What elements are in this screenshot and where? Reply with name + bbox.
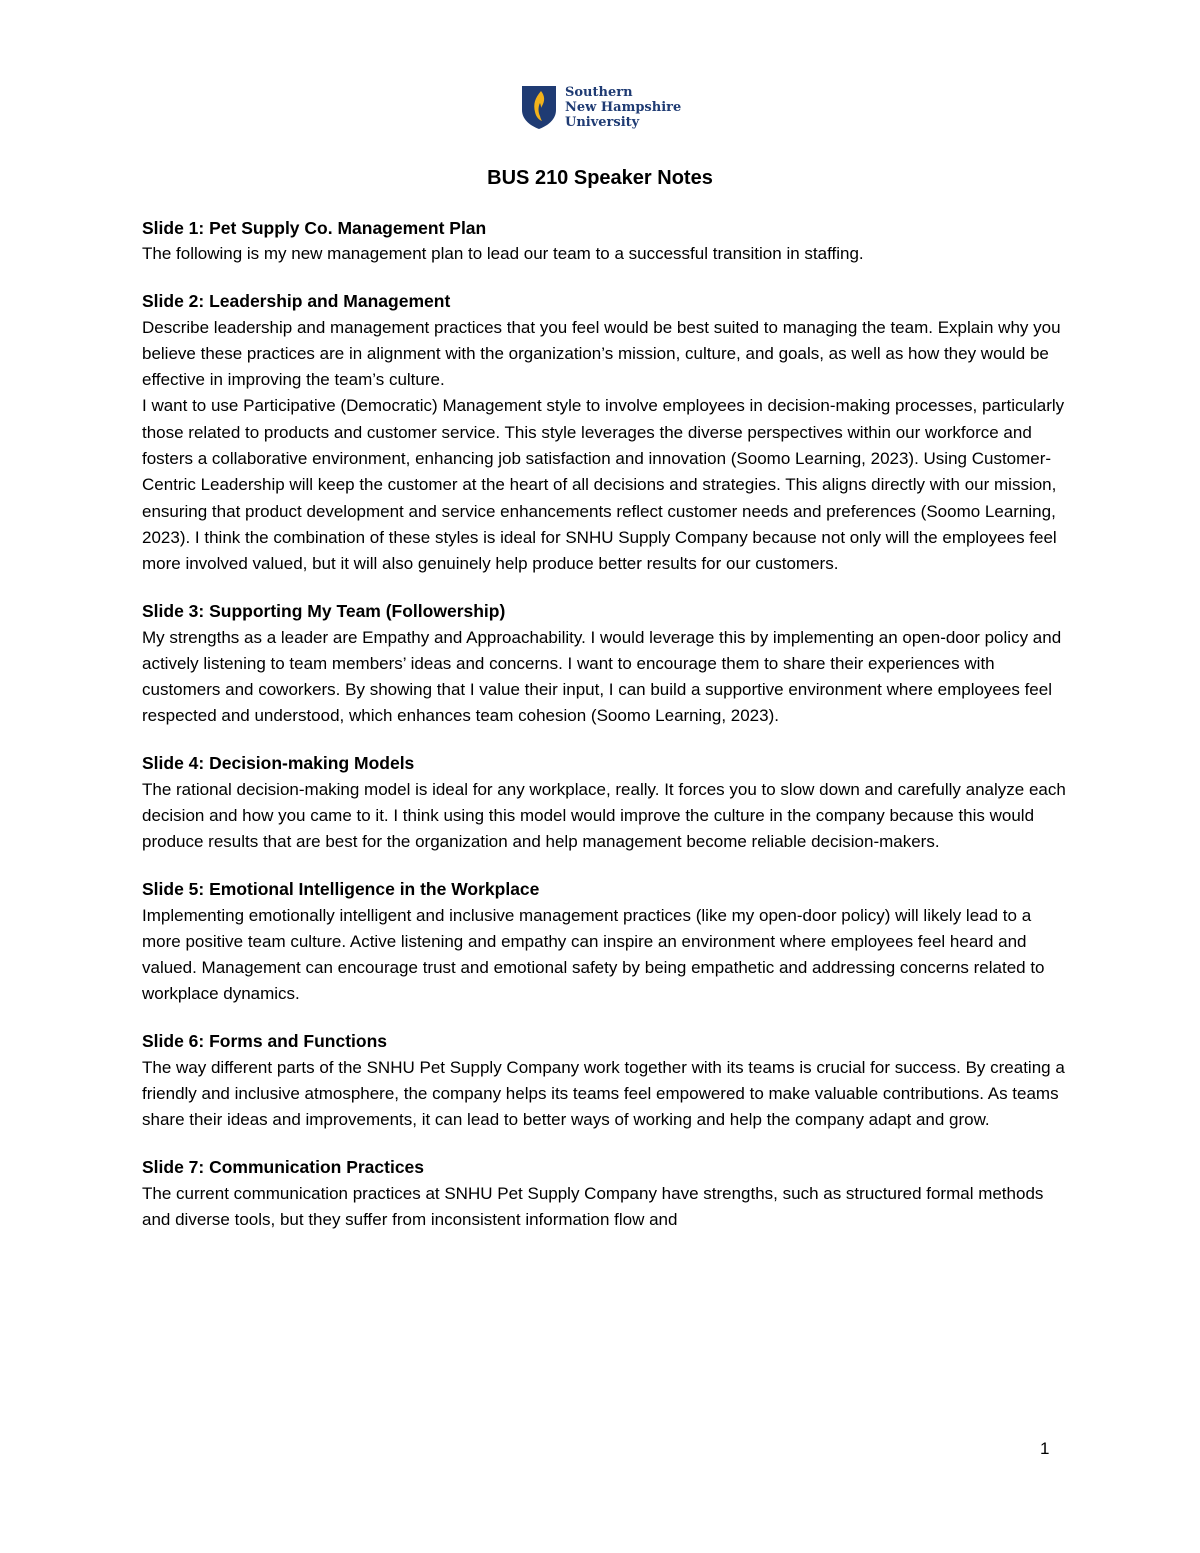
- slide-4-section: [142, 750, 1072, 855]
- speaker-notes-body: [142, 215, 1072, 1254]
- slide-heading: Slide 1: Pet Supply Co. Management Plan: [142, 218, 487, 238]
- logo-line-1: Southern: [565, 84, 633, 100]
- slide-paragraph: The rational decision-making model is ideal for any workplace, really. It forces you to slow down and carefully analyze each decision and how you came to it. I think using this model would improve the culture in the company because this would produce results that are best for the organization and help management become reliable decision-makers.: [142, 779, 1066, 852]
- slide-heading: Slide 3: Supporting My Team (Followership): [142, 601, 506, 622]
- slide-paragraph: I want to use Participative (Democratic) Management style to involve employees in decision-making processes, particularly those related to products and customer service. This style leverages the diverse perspectives within our workforce and fosters a collaborative environment, enhancing job satisfaction and innovation (Soomo Learning, 2023). Using Customer-Centric Leadership will keep the customer at the heart of all decisions and strategies. This aligns directly with our mission, ensuring that product development and service enhancements reflect customer needs and preferences (Soomo Learning, 2023). I think the combination of these styles is ideal for SNHU Supply Company because not only will the employees feel more involved valued, but it will also genuinely help produce better results for our customers.: [142, 396, 1065, 574]
- university-logo: [521, 84, 681, 130]
- slide-3-section: [142, 598, 1072, 729]
- document-title: BUS 210 Speaker Notes: [487, 167, 713, 189]
- slide-heading: Slide 6: Forms and Functions: [142, 1031, 388, 1052]
- slide-heading: Slide 2: Leadership and Management: [142, 291, 451, 312]
- logo-wordmark: [565, 85, 681, 130]
- slide-paragraph: Implementing emotionally intelligent and inclusive management practices (like my open-door policy) will likely lead to a more positive team culture. Active listening and empathy can inspire an environment where employees feel heard and valued. Management can encourage trust and emotional safety by being empathetic and addressing concerns related to workplace dynamics.: [142, 905, 1045, 1004]
- slide-heading: Slide 4: Decision-making Models: [142, 753, 415, 774]
- page-number: 1: [1040, 1439, 1050, 1458]
- slide-paragraph: The following is my new management plan to lead our team to a successful transition in staffing.: [142, 244, 864, 264]
- slide-1-section: [142, 215, 1072, 268]
- slide-paragraph: My strengths as a leader are Empathy and Approachability. I would leverage this by implementing an open-door policy and actively listening to team members’ ideas and concerns. I want to encourage them to share their experiences with customers and coworkers. By showing that I value their input, I can build a supportive environment where employees feel respected and understood, which enhances team cohesion (Soomo Learning, 2023).: [142, 627, 1062, 726]
- slide-paragraph: Describe leadership and management practices that you feel would be best suited to managing the team. Explain why you believe these practices are in alignment with the organization’s mission, culture, and goals, as well as how they would be effective in improving the team’s culture.: [142, 317, 1061, 390]
- slide-paragraph: The current communication practices at SNHU Pet Supply Company have strengths, such as structured formal methods and diverse tools, but they suffer from inconsistent information flow and: [142, 1183, 1044, 1229]
- slide-heading: Slide 7: Communication Practices: [142, 1157, 425, 1178]
- slide-2-section: [142, 288, 1072, 577]
- logo-line-2: New Hampshire: [565, 99, 682, 115]
- slide-5-section: [142, 876, 1072, 1007]
- shield-flame-icon: [521, 84, 557, 130]
- slide-heading: Slide 5: Emotional Intelligence in the Workplace: [142, 879, 540, 900]
- logo-line-3: University: [565, 114, 640, 130]
- slide-7-section: [142, 1154, 1072, 1233]
- slide-6-section: [142, 1028, 1072, 1133]
- slide-paragraph: The way different parts of the SNHU Pet Supply Company work together with its teams is crucial for success. By creating a friendly and inclusive atmosphere, the company helps its teams feel empowered to make valuable contributions. As teams share their ideas and improvements, it can lead to better ways of working and help the company adapt and grow.: [142, 1057, 1065, 1130]
